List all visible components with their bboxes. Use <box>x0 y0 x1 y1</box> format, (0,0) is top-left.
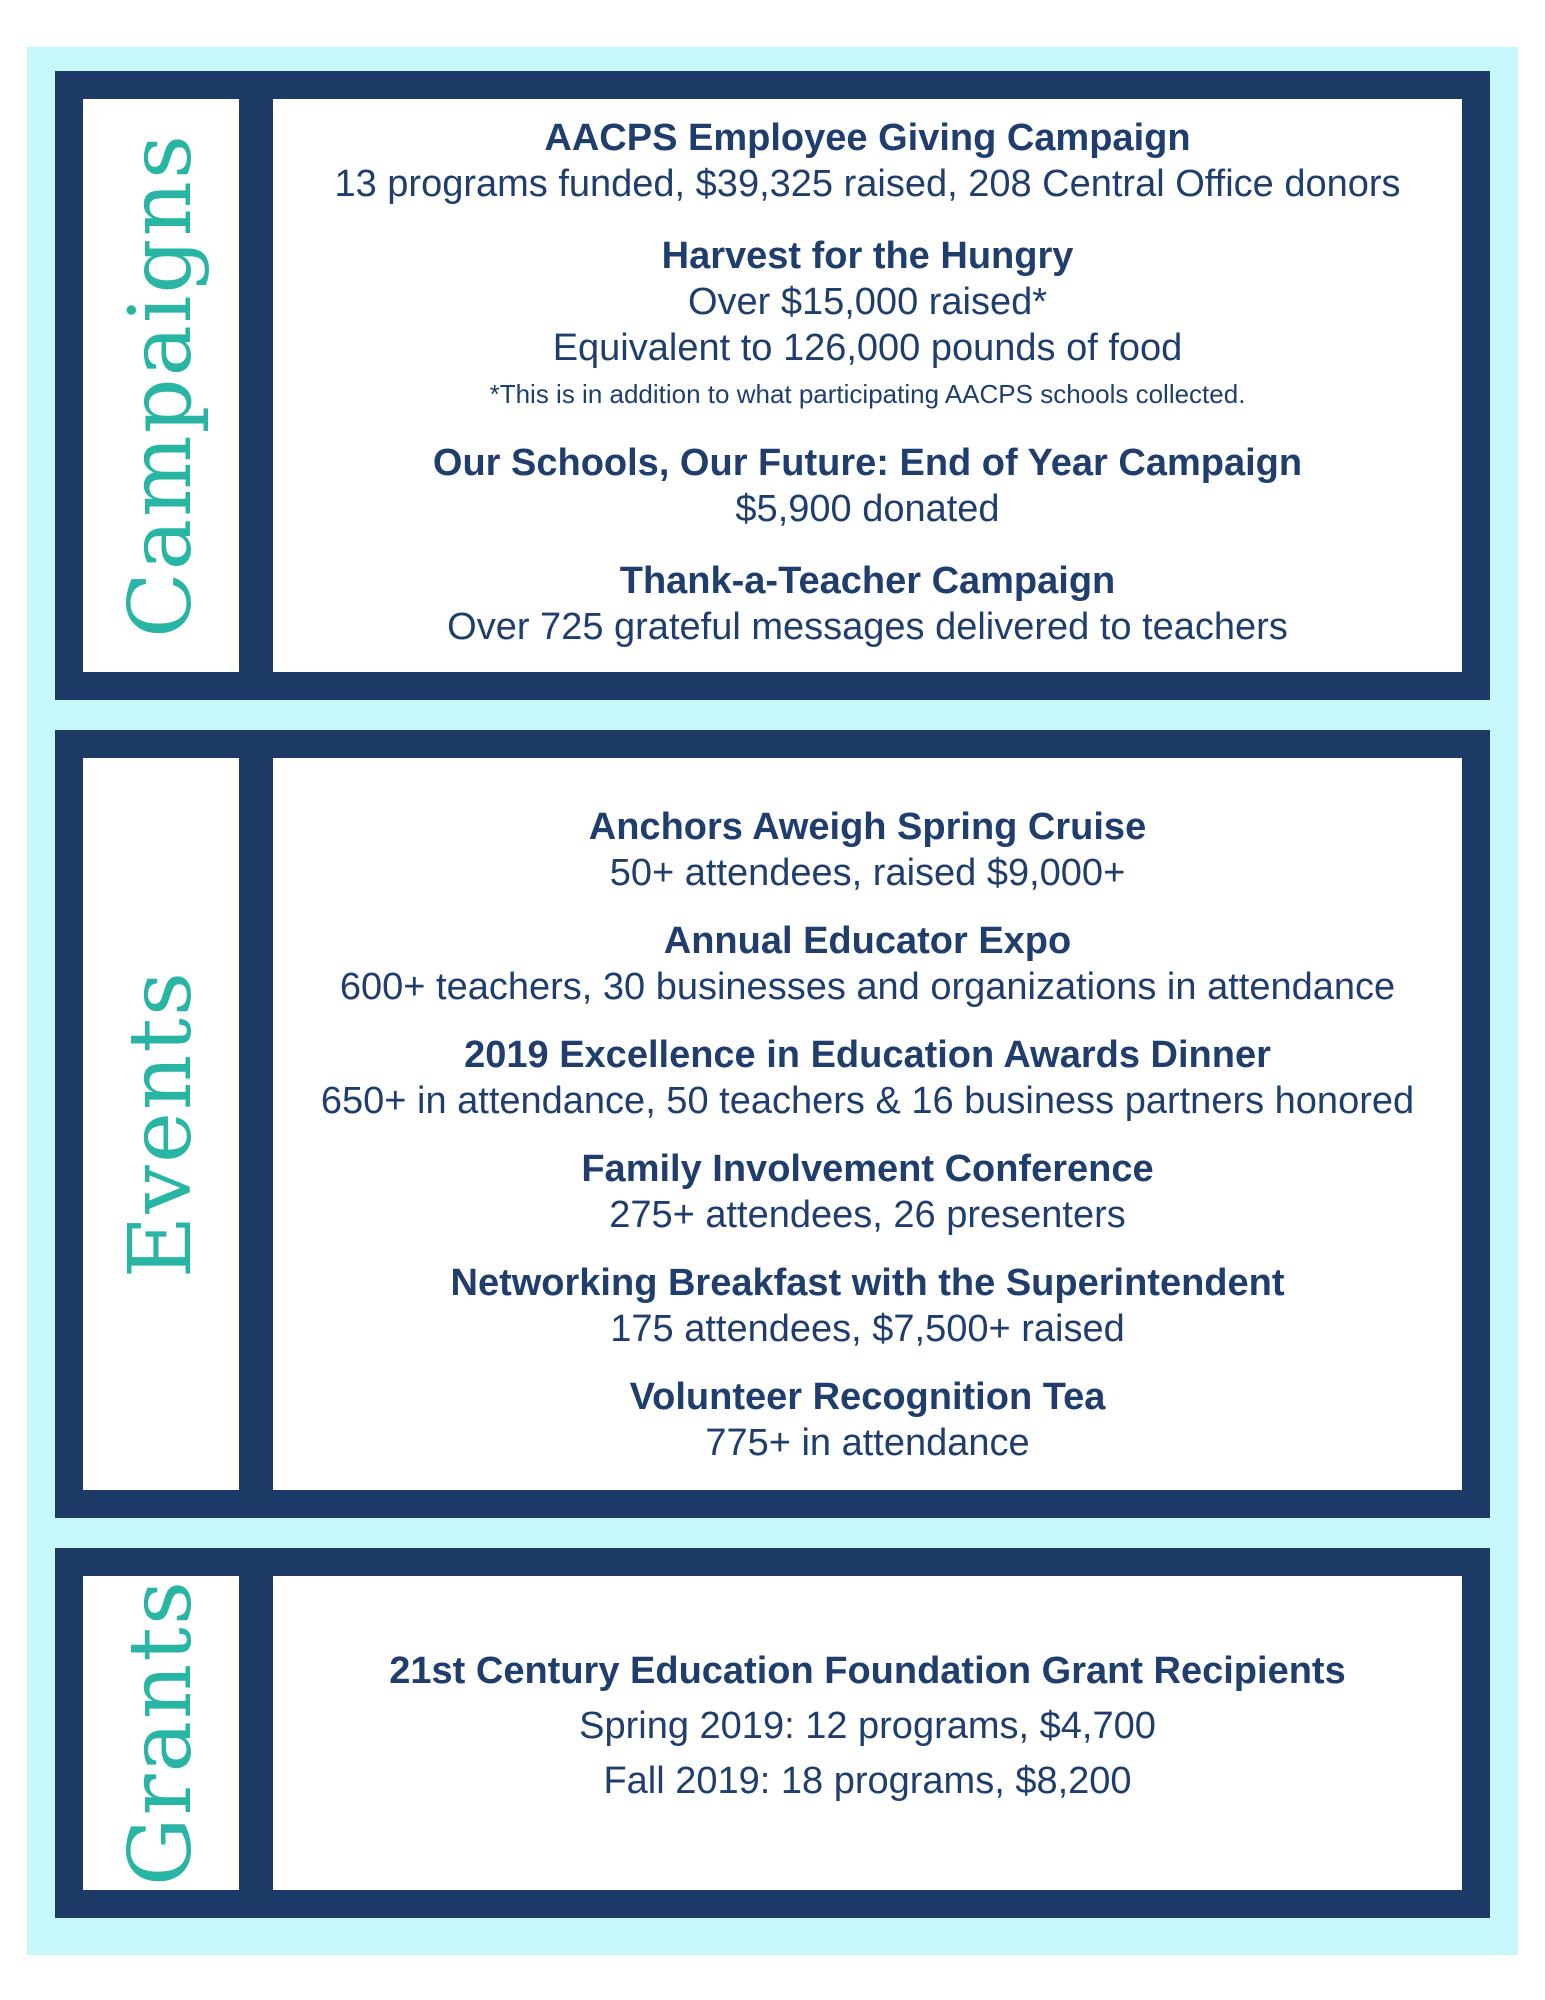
stat-line: 50+ attendees, raised $9,000+ <box>609 852 1126 894</box>
section-label-grants: Grants <box>111 1579 211 1887</box>
stat-group <box>273 558 1462 650</box>
stat-line: Equivalent to 126,000 pounds of food <box>552 327 1183 369</box>
section-content-events <box>273 758 1462 1490</box>
stat-line: 650+ in attendance, 50 teachers & 16 business partners honored <box>320 1080 1415 1122</box>
stat-group <box>273 233 1462 414</box>
section-label-campaigns: Campaigns <box>111 132 211 639</box>
stat-group <box>273 115 1462 207</box>
stat-heading: Thank-a-Teacher Campaign <box>619 560 1116 602</box>
stat-line: Over 725 grateful messages delivered to teachers <box>447 606 1288 648</box>
section-label-events: Events <box>111 969 211 1279</box>
section-label-column <box>83 758 239 1490</box>
stat-heading: Harvest for the Hungry <box>661 235 1074 277</box>
stat-group <box>273 804 1462 896</box>
stat-line: 775+ in attendance <box>705 1422 1030 1464</box>
stat-heading: Networking Breakfast with the Superintendent <box>450 1262 1285 1304</box>
stat-heading: AACPS Employee Giving Campaign <box>544 117 1191 159</box>
stat-group <box>273 1374 1462 1466</box>
stat-heading: Annual Educator Expo <box>663 920 1072 962</box>
stat-line: $5,900 donated <box>735 488 1000 530</box>
stat-heading: Family Involvement Conference <box>581 1148 1154 1190</box>
stat-line: 275+ attendees, 26 presenters <box>609 1194 1126 1236</box>
stat-heading: 21st Century Education Foundation Grant Recipients <box>389 1650 1346 1692</box>
stat-line: 175 attendees, $7,500+ raised <box>610 1308 1125 1350</box>
section-label-column <box>83 99 239 672</box>
stat-group <box>273 440 1462 532</box>
section-campaigns <box>55 71 1490 700</box>
stat-group <box>273 1260 1462 1352</box>
flyer-canvas <box>27 47 1518 1955</box>
stat-line: 600+ teachers, 30 businesses and organizations in attendance <box>339 966 1396 1008</box>
stat-group <box>273 1146 1462 1238</box>
stat-group <box>273 1648 1462 1804</box>
section-label-column <box>83 1576 239 1890</box>
stat-heading: 2019 Excellence in Education Awards Dinner <box>464 1034 1271 1076</box>
stat-line: Spring 2019: 12 programs, $4,700 <box>579 1705 1156 1747</box>
stat-heading: Anchors Aweigh Spring Cruise <box>588 806 1147 848</box>
stat-group <box>273 1032 1462 1124</box>
section-grants <box>55 1548 1490 1918</box>
stat-heading: Volunteer Recognition Tea <box>629 1376 1106 1418</box>
section-content-campaigns <box>273 99 1462 672</box>
stat-line: 13 programs funded, $39,325 raised, 208 Central Office donors <box>334 163 1401 205</box>
section-events <box>55 730 1490 1518</box>
stat-heading: Our Schools, Our Future: End of Year Campaign <box>432 442 1303 484</box>
stat-footnote: *This is in addition to what participating AACPS schools collected. <box>489 379 1246 409</box>
stat-group <box>273 918 1462 1010</box>
stat-line: Over $15,000 raised* <box>687 281 1048 323</box>
stat-line: Fall 2019: 18 programs, $8,200 <box>603 1760 1132 1802</box>
section-content-grants <box>273 1576 1462 1890</box>
